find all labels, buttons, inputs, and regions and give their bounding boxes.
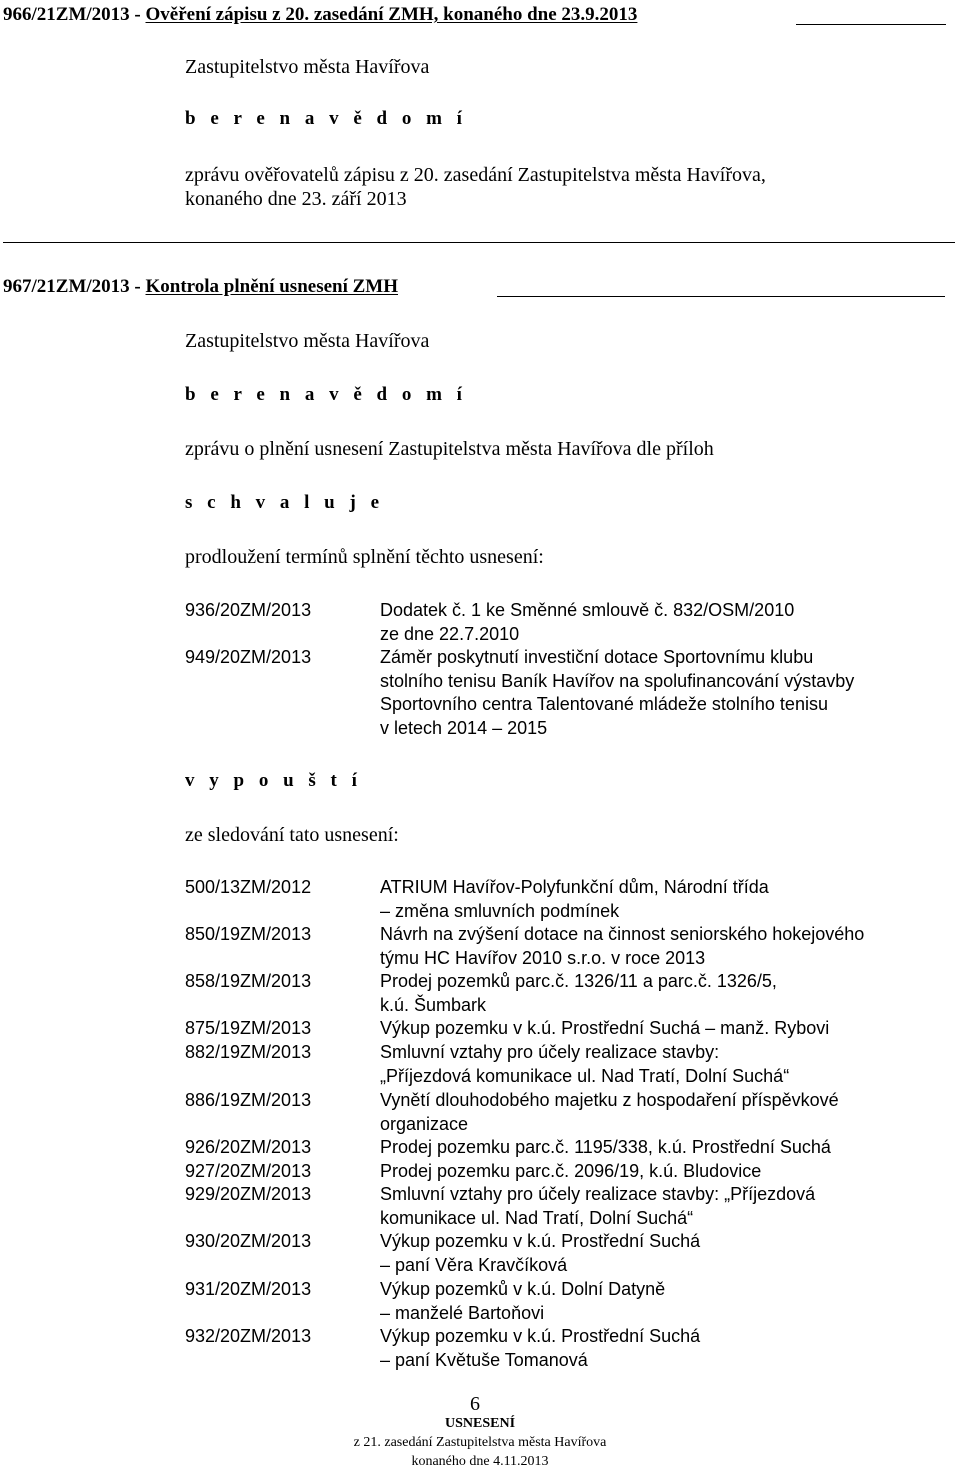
verb-approves: s c h v a l u j e [185,492,384,513]
description-line: Sportovního centra Talentované mládeže stolního tenisu [380,694,828,714]
paragraph-line: zprávu o plnění usnesení Zastupitelstva města Havířova dle příloh [185,438,714,460]
resolution-number: 886/19ZM/2013 [185,1090,312,1110]
section-divider [3,242,955,243]
resolution-description [380,1089,960,1136]
description-line: – paní Květuše Tomanová [380,1349,588,1370]
description-line: Vynětí dlouhodobého majetku z hospodaření příspěvkové [380,1090,839,1110]
paragraph-line: konaného dne 23. září 2013 [185,188,407,210]
resolution-description [380,646,960,740]
description-line: Prodej pozemku parc.č. 2096/19, k.ú. Bludovice [380,1161,762,1181]
description-line: Smluvní vztahy pro účely realizace stavby: [380,1042,720,1062]
paragraph-line: prodloužení termínů splnění těchto usnesení: [185,546,544,568]
description-line: stolního tenisu Baník Havířov na spolufinancování výstavby [380,670,855,691]
description-line: – manželé Bartoňovi [380,1302,545,1323]
resolution-number: 949/20ZM/2013 [185,647,312,667]
resolution-description [380,1017,960,1041]
resolution-description [380,1136,960,1160]
description-line: ATRIUM Havířov-Polyfunkční dům, Národní třída [380,877,769,897]
description-line: týmu HC Havířov 2010 s.r.o. v roce 2013 [380,947,706,968]
resolution-967-heading [3,276,398,298]
verb-takes-note: b e r e n a v ě d o m í [185,108,467,129]
description-line: – změna smluvních podmínek [380,900,620,921]
heading-underline-fill [796,24,946,25]
description-line: k.ú. Šumbark [380,994,487,1015]
resolution-description [380,1041,960,1088]
footer-line: konaného dne 4.11.2013 [411,1454,549,1469]
description-line: komunikace ul. Nad Tratí, Dolní Suchá“ [380,1207,694,1228]
resolution-description [380,1160,960,1184]
resolution-number: 882/19ZM/2013 [185,1042,312,1062]
description-line: Dodatek č. 1 ke Směnné smlouvě č. 832/OSM/2010 [380,600,795,620]
description-line: v letech 2014 – 2015 [380,717,548,738]
resolution-number: 875/19ZM/2013 [185,1018,312,1038]
description-line: „Příjezdová komunikace ul. Nad Tratí, Dolní Suchá“ [380,1065,790,1086]
description-line: Návrh na zvýšení dotace na činnost seniorského hokejového [380,924,865,944]
resolution-number: 932/20ZM/2013 [185,1326,312,1346]
resolution-967-title: Kontrola plnění usnesení ZMH [145,276,399,297]
resolution-number: 936/20ZM/2013 [185,600,312,620]
description-line: Záměr poskytnutí investiční dotace Sportovnímu klubu [380,647,814,667]
resolution-number: 850/19ZM/2013 [185,924,312,944]
resolution-967-number: 967/21ZM/2013 - [3,276,146,297]
footer-line: z 21. zasedání Zastupitelstva města Havířova [353,1435,607,1450]
resolution-number: 926/20ZM/2013 [185,1137,312,1157]
resolution-966-number: 966/21ZM/2013 - [3,4,146,25]
description-line: ze dne 22.7.2010 [380,623,520,644]
paragraph-line: ze sledování tato usnesení: [185,824,399,846]
description-line: Výkup pozemku v k.ú. Prostřední Suchá – manž. Rybovi [380,1018,830,1038]
description-line: Prodej pozemků parc.č. 1326/11 a parc.č. 1326/5, [380,971,777,991]
council-name: Zastupitelstvo města Havířova [185,56,430,78]
page-number: 6 [470,1393,480,1415]
resolution-description [380,599,960,646]
verb-removes: v y p o u š t í [185,770,362,791]
resolution-description [380,1325,960,1372]
resolution-description [380,923,960,970]
description-line: Výkup pozemků v k.ú. Dolní Datyně [380,1279,666,1299]
resolution-description [380,1183,960,1230]
resolution-description [380,1230,960,1277]
description-line: – paní Věra Kravčíková [380,1254,568,1275]
resolution-number: 858/19ZM/2013 [185,971,312,991]
description-line: organizace [380,1113,469,1134]
resolution-966-heading [3,4,637,26]
resolution-966-title: Ověření zápisu z 20. zasedání ZMH, konaného dne 23.9.2013 [145,4,638,25]
description-line: Výkup pozemku v k.ú. Prostřední Suchá [380,1326,701,1346]
description-line: Výkup pozemku v k.ú. Prostřední Suchá [380,1231,701,1251]
resolution-description [380,876,960,923]
verb-takes-note: b e r e n a v ě d o m í [185,384,467,405]
heading-underline-fill [497,296,945,297]
resolution-number: 930/20ZM/2013 [185,1231,312,1251]
resolution-description [380,1278,960,1325]
resolution-number: 500/13ZM/2012 [185,877,312,897]
resolution-description [380,970,960,1017]
description-line: Smluvní vztahy pro účely realizace stavby: „Příjezdová [380,1184,816,1204]
resolution-number: 929/20ZM/2013 [185,1184,312,1204]
description-line: Prodej pozemku parc.č. 1195/338, k.ú. Prostřední Suchá [380,1137,831,1157]
paragraph-line: zprávu ověřovatelů zápisu z 20. zasedání Zastupitelstva města Havířova, [185,164,766,186]
resolution-number: 927/20ZM/2013 [185,1161,312,1181]
resolution-number: 931/20ZM/2013 [185,1279,312,1299]
council-name: Zastupitelstvo města Havířova [185,330,430,352]
footer-label: USNESENÍ [444,1416,516,1431]
